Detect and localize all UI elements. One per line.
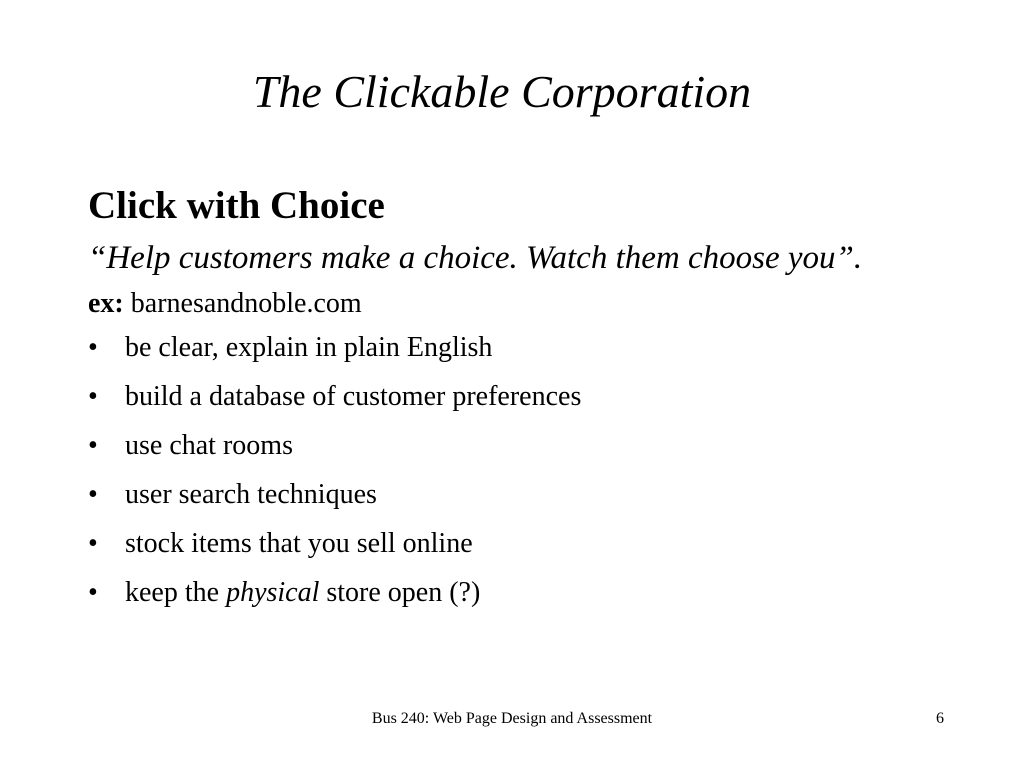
bullet-icon: •	[88, 430, 98, 461]
bullet-text: user search techniques	[125, 479, 377, 510]
bullet-text: use chat rooms	[125, 430, 293, 461]
bullet-item	[88, 379, 948, 415]
bullet-text: build a database of customer preferences	[125, 381, 582, 412]
bullet-text-post: store open (?)	[319, 577, 481, 608]
bullet-text-pre: keep the	[125, 577, 227, 608]
example-line	[88, 286, 948, 322]
bullet-icon: •	[88, 332, 98, 363]
footer-course: Bus 240: Web Page Design and Assessment	[371, 710, 653, 727]
slide-title: The Clickable Corporation	[252, 66, 752, 117]
example-site: barnesandnoble.com	[130, 288, 362, 319]
bullet-icon: •	[88, 577, 98, 608]
bullet-item	[88, 428, 948, 464]
bullet-text: stock items that you sell online	[125, 528, 473, 559]
page-number: 6	[936, 710, 944, 727]
section-heading: Click with Choice	[88, 184, 385, 227]
bullet-item	[88, 575, 948, 611]
bullet-text-emphasis: physical	[226, 577, 320, 608]
example-label: ex:	[88, 288, 124, 319]
bullet-item	[88, 526, 948, 562]
bullet-icon: •	[88, 381, 98, 412]
bullet-item	[88, 477, 948, 513]
bullet-icon: •	[88, 479, 98, 510]
quote-text: “Help customers make a choice. Watch them choose you”.	[88, 240, 863, 276]
slide-content	[88, 180, 948, 624]
bullet-text: be clear, explain in plain English	[125, 332, 493, 363]
bullet-item	[88, 330, 948, 366]
bullet-list	[88, 330, 948, 611]
bullet-icon: •	[88, 528, 98, 559]
